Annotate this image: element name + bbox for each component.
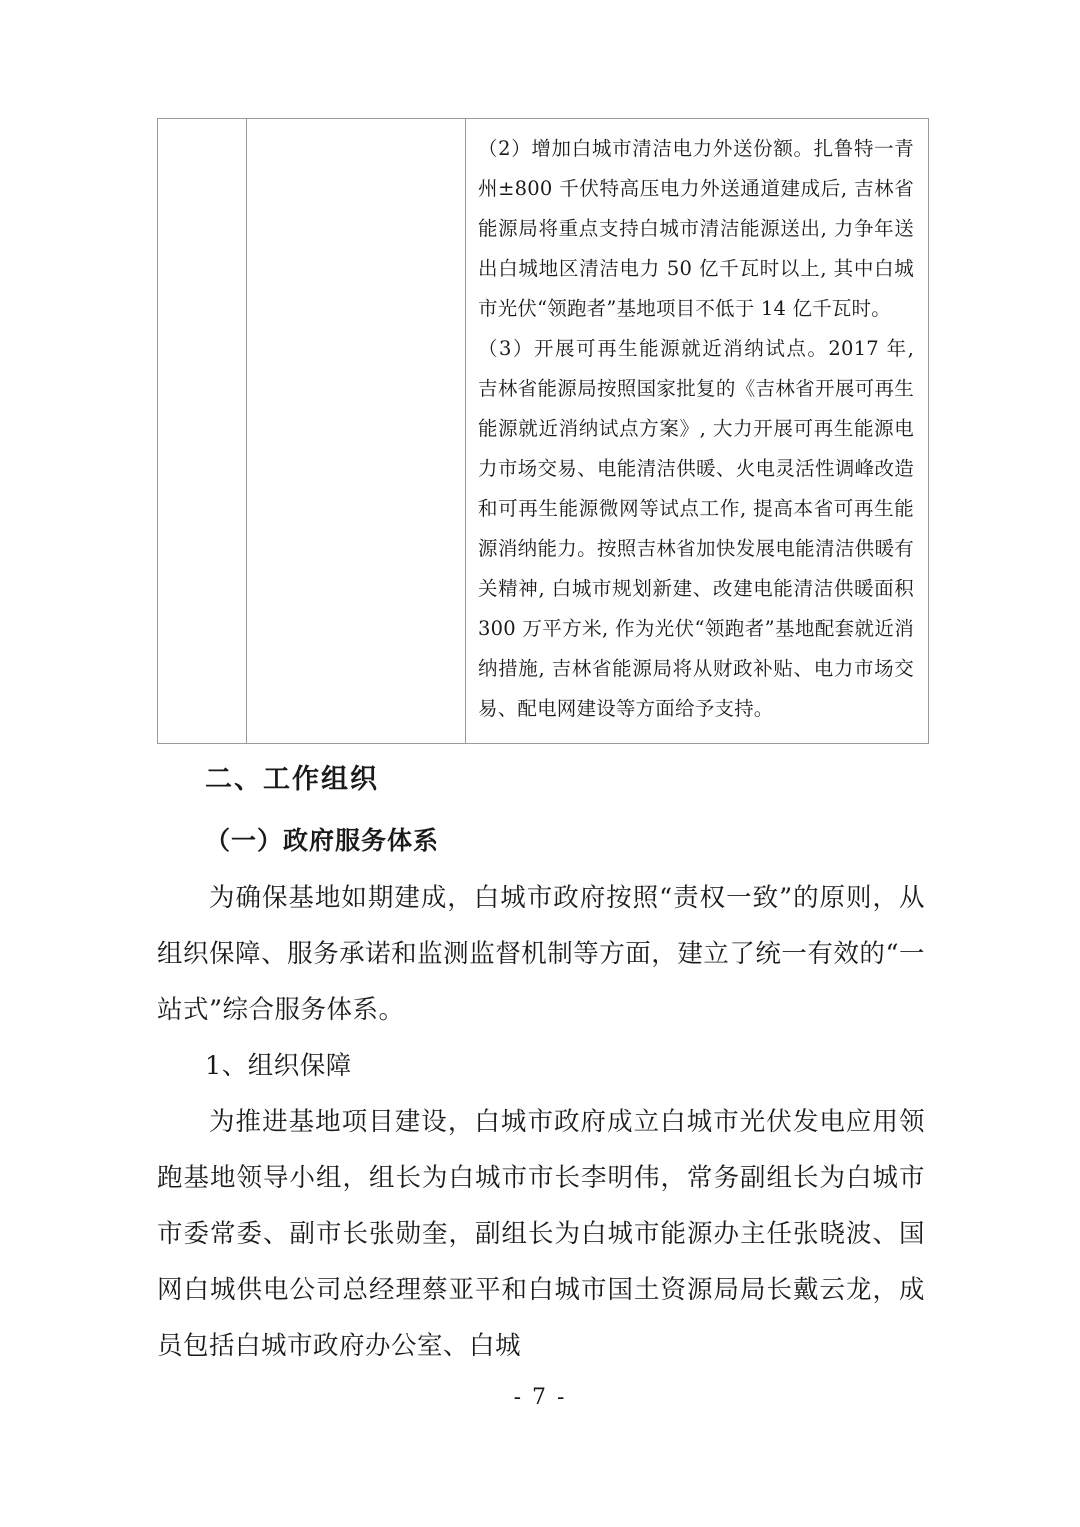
body-paragraph-1: 为确保基地如期建成，白城市政府按照“责权一致”的原则，从组织保障、服务承诺和监测监督机制等方面，建立了统一有效的“一站式”综合服务体系。: [157, 883, 925, 1025]
document-body: [157, 752, 925, 1374]
table-cell-col1-text: [158, 119, 246, 743]
table-paragraph-2: （2）增加白城市清洁电力外送份额。扎鲁特一青州±800 千伏特高压电力外送通道建成后, 吉林省能源局将重点支持白城市清洁能源送出, 力争年送出白城地区清洁电力 50 亿千瓦时以上, 其中白城市光伏“领跑者”基地项目不低于 14 亿千瓦时。: [478, 137, 914, 320]
table-cell-col2-text: [247, 119, 465, 743]
page-number: - 7 -: [513, 1385, 567, 1410]
content-table: [157, 118, 929, 744]
table-cell-col2: [247, 119, 466, 744]
subsection-heading: （一）政府服务体系: [205, 826, 440, 855]
table-paragraph-3: （3）开展可再生能源就近消纳试点。2017 年, 吉林省能源局按照国家批复的《吉林省开展可再生能源就近消纳试点方案》, 大力开展可再生能源电力市场交易、电能清洁供暖、火电灵活性调峰改造和可再生能源微网等试点工作, 提高本省可再生能源消纳能力。按照吉林省加快发展电能清洁供暖有关精神, 白城市规划新建、改建电能清洁供暖面积 300 万平方米, 作为光伏“领跑者”基地配套就近消纳措施, 吉林省能源局将从财政补贴、电力市场交易、配电网建设等方面给予支持。: [478, 337, 915, 720]
table-row: [158, 119, 929, 744]
table-cell-col3: [466, 119, 929, 744]
body-list-item-1: 1、组织保障: [205, 1051, 352, 1081]
body-paragraph-2: 为推进基地项目建设，白城市政府成立白城市光伏发电应用领跑基地领导小组，组长为白城市市长李明伟，常务副组长为白城市市委常委、副市长张勋奎，副组长为白城市能源办主任张晓波、国网白城供电公司总经理蔡亚平和白城市国土资源局局长戴云龙，成员包括白城市政府办公室、白城: [157, 1107, 925, 1361]
table-cell-col1: [158, 119, 247, 744]
section-heading: 二、工作组织: [205, 764, 379, 795]
table-cell-col3-body: [466, 119, 928, 743]
